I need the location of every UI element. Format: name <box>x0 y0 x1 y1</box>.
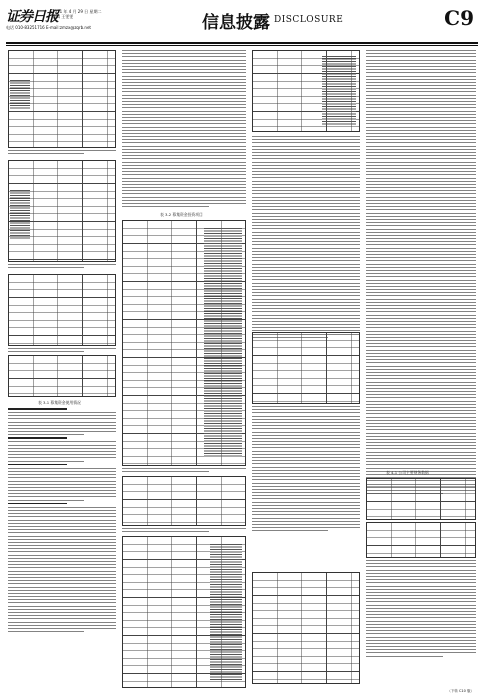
section-title: 信息披露 <box>202 13 270 33</box>
editor-line: 编辑 王雯雯 <box>52 14 74 19</box>
body-text <box>252 136 360 340</box>
table-cell-block <box>210 544 242 680</box>
column-1 <box>8 50 116 690</box>
table <box>252 332 360 404</box>
table-cell-block <box>10 190 30 240</box>
table <box>122 476 246 526</box>
text-paragraph <box>122 468 246 474</box>
newspaper-logo: 证券日报 <box>6 9 58 25</box>
column-2 <box>122 50 246 690</box>
column-3 <box>252 50 360 690</box>
continuation-note: （下转 C10 版） <box>447 689 474 693</box>
table-cell-block <box>204 228 242 458</box>
text-paragraph <box>8 348 116 354</box>
issue-date-line: 2021 年 4 月 29 日 星期二 <box>52 9 102 14</box>
table <box>8 274 116 346</box>
table <box>252 572 360 684</box>
body-text <box>366 50 476 496</box>
table-caption: 表 3-1 募集资金使用情况 <box>38 400 81 405</box>
issue-date <box>52 9 101 19</box>
body-text <box>8 408 116 634</box>
header-rule-thin <box>6 45 478 46</box>
text-paragraph <box>8 150 116 156</box>
page-number: C9 <box>444 6 474 30</box>
text-paragraph <box>122 528 246 534</box>
text-paragraph <box>8 264 116 270</box>
masthead <box>6 6 478 44</box>
section-title-english: DISCLOSURE <box>274 15 344 25</box>
table-caption: 表 3-2 募集资金投资项目 <box>160 212 203 217</box>
table-caption: 表 4-1 公司主要财务数据 <box>386 470 429 475</box>
table <box>366 522 476 558</box>
body-text <box>252 406 360 534</box>
table-cell-block <box>10 80 30 110</box>
table <box>8 355 116 397</box>
table-cell-block <box>322 56 356 126</box>
table <box>366 478 476 520</box>
header-rule <box>6 42 478 44</box>
column-4 <box>366 50 476 690</box>
body-text <box>122 50 246 209</box>
contact-line: 电话 010-83251716 E-mail:zmzx@zqrb.net <box>6 25 91 30</box>
body-text <box>366 560 476 659</box>
